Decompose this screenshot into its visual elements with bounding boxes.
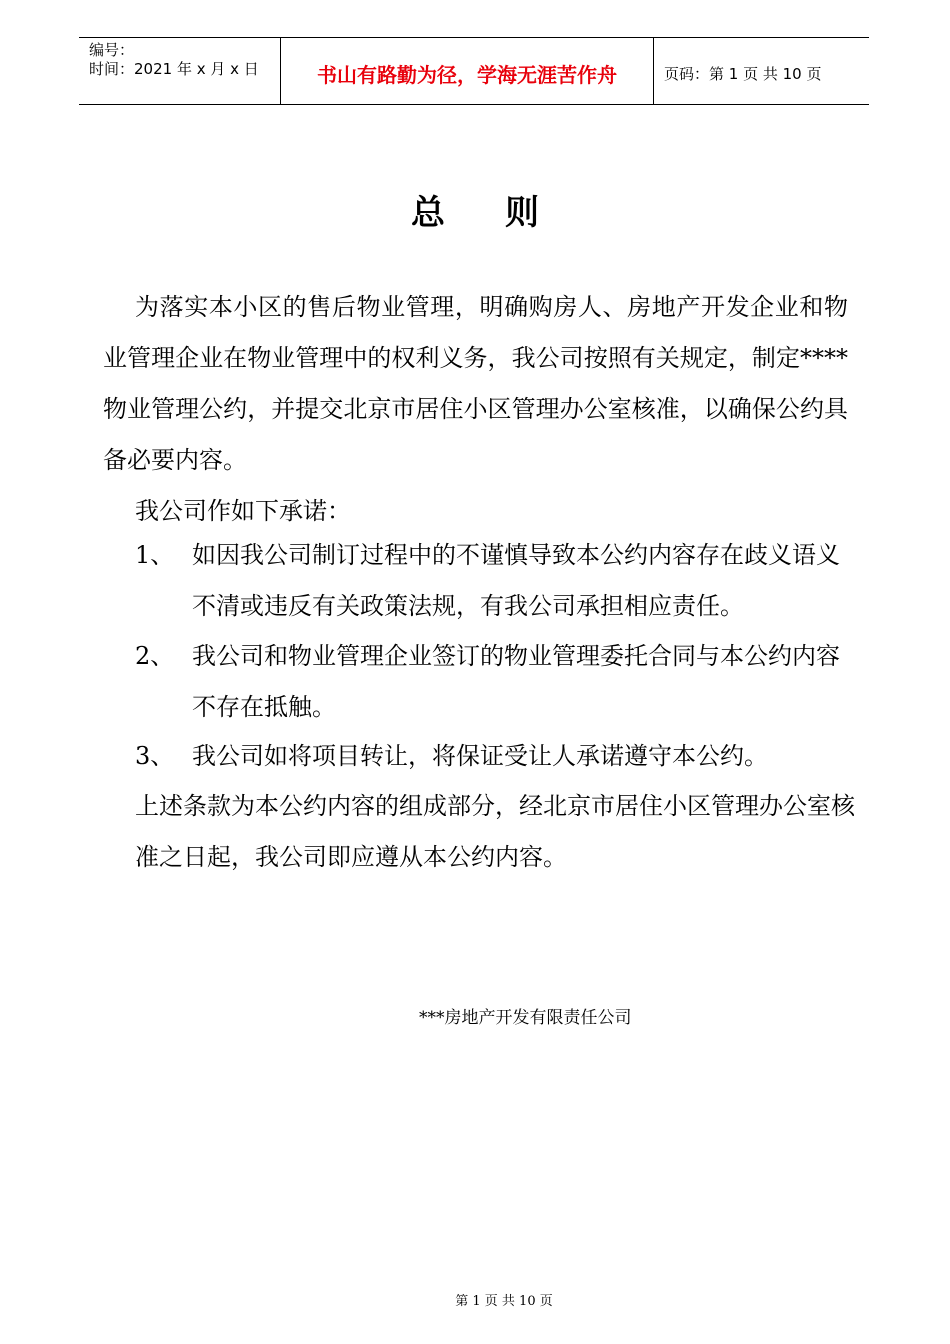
list-item-text: 我公司和物业管理企业签订的物业管理委托合同与本公约内容不存在抵触。	[192, 642, 840, 721]
list-item-text: 如因我公司制订过程中的不谨慎导致本公约内容存在歧义语义不清或违反有关政策法规，有我公司承担相应责任。	[192, 541, 840, 620]
title-char-2: 则	[505, 193, 539, 233]
promise-lead: 我公司作如下承诺：	[135, 497, 351, 525]
header-page-info: 页码：第 1 页 共 10 页	[664, 64, 822, 83]
closing-paragraph: 上述条款为本公约内容的组成部分，经北京市居住小区管理办公室核准之日起，我公司即应遵从本公约内容。	[135, 792, 855, 871]
header-motto: 书山有路勤为径，学海无涯苦作舟	[281, 38, 654, 104]
signature: ***房地产开发有限责任公司	[419, 1008, 632, 1028]
time-label: 时间：2021 年 x 月 x 日	[89, 60, 259, 78]
list-item-number: 2、	[135, 642, 175, 670]
list-item-number: 3、	[135, 742, 175, 770]
intro-paragraph: 为落实本小区的售后物业管理，明确购房人、房地产开发企业和物业管理企业在物业管理中的权利义务，我公司按照有关规定，制定****物业管理公约，并提交北京市居住小区管理办公室核准，以确保公约具备必要内容。	[103, 293, 848, 474]
list-item	[135, 631, 855, 733]
list-item-text: 我公司如将项目转让，将保证受让人承诺遵守本公约。	[192, 742, 768, 770]
header-meta	[79, 38, 281, 104]
list-item-number: 1、	[135, 541, 175, 569]
page-title	[0, 185, 950, 234]
page-header	[79, 37, 869, 105]
page-footer: 第 1 页 共 10 页	[455, 1294, 553, 1309]
title-char-1: 总	[411, 193, 445, 233]
number-label: 编号：	[89, 41, 135, 59]
list-item	[135, 530, 855, 632]
list-item	[135, 731, 855, 782]
